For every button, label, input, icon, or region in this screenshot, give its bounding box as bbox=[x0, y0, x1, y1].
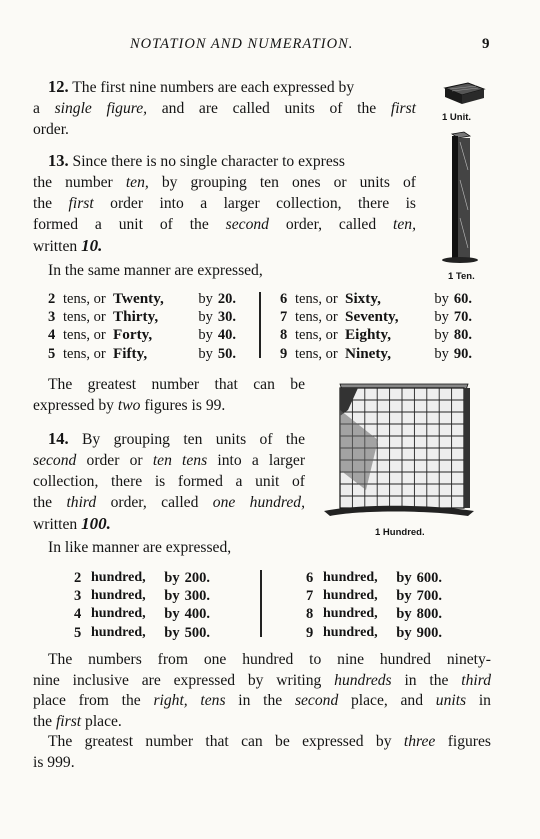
table-row: 8 hundred, by 800. bbox=[306, 606, 442, 623]
table-row: 6 hundred, by 600. bbox=[306, 570, 442, 586]
ten-caption: 1 Ten. bbox=[448, 271, 475, 282]
section-12: 12. The first nine numbers are each expressed by a single figure, and are called units of the first order. bbox=[33, 77, 417, 138]
closing-paragraph: The numbers from one hundred to nine hundred ninety- nine inclusive are expressed by writing hundreds in the third place from the right, tens in the second place, and units in the first place. The greatest number that can be expressed by three figures is 999. bbox=[33, 651, 491, 771]
page-number: 9 bbox=[482, 36, 490, 52]
table-row: 7 hundred, by 700. bbox=[306, 588, 442, 605]
section-number: 12. bbox=[48, 77, 69, 96]
hundred-square-illustration bbox=[318, 380, 478, 526]
unit-cube-illustration bbox=[440, 80, 490, 106]
tens-table-left bbox=[48, 290, 236, 363]
greatest-two-figures: The greatest number that can be expressed by two figures is 99. bbox=[33, 376, 305, 414]
section-number: 13. bbox=[48, 151, 69, 170]
running-title: NOTATION AND NUMERATION. bbox=[130, 36, 354, 52]
table-row: 2 tens, or Twenty, by 20. bbox=[48, 290, 236, 307]
section-14: 14. By grouping ten units of the second order or ten tens into a larger collection, there is formed a unit of the third order, called one hundred, written 100. In like manner are expressed, bbox=[33, 429, 306, 556]
hundreds-table-left bbox=[74, 569, 210, 642]
hundred-caption: 1 Hundred. bbox=[375, 527, 425, 538]
table-row: 8 tens, or Eighty, by 80. bbox=[280, 326, 472, 344]
table-row: 3 hundred, by 300. bbox=[74, 588, 210, 605]
table-row: 9 tens, or Ninety, by 90. bbox=[280, 344, 472, 362]
page-header bbox=[0, 36, 540, 56]
hundreds-table-right bbox=[306, 569, 442, 642]
table-divider bbox=[259, 292, 261, 358]
table-row: 6 tens, or Sixty, by 60. bbox=[280, 290, 472, 307]
table-row: 7 tens, or Seventy, by 70. bbox=[280, 308, 472, 326]
unit-caption: 1 Unit. bbox=[442, 112, 472, 123]
tens-table-right bbox=[280, 290, 472, 363]
table-row: 2 hundred, by 200. bbox=[74, 570, 210, 586]
table-row: 5 tens, or Fifty, by 50. bbox=[48, 344, 236, 362]
table-row: 5 hundred, by 500. bbox=[74, 624, 210, 641]
table-row: 4 tens, or Forty, by 40. bbox=[48, 326, 236, 344]
table-divider bbox=[260, 570, 262, 637]
ten-rod-illustration bbox=[438, 130, 478, 266]
table-row: 4 hundred, by 400. bbox=[74, 606, 210, 623]
table-row: 9 hundred, by 900. bbox=[306, 624, 442, 641]
section-13: 13. Since there is no single character to express the number ten, by grouping ten ones or units of the first order into a larger collection, there is formed a unit of the second order, called ten, written 10. In the same manner are expressed, bbox=[33, 151, 416, 279]
section-number: 14. bbox=[48, 429, 69, 448]
table-row: 3 tens, or Thirty, by 30. bbox=[48, 308, 236, 326]
